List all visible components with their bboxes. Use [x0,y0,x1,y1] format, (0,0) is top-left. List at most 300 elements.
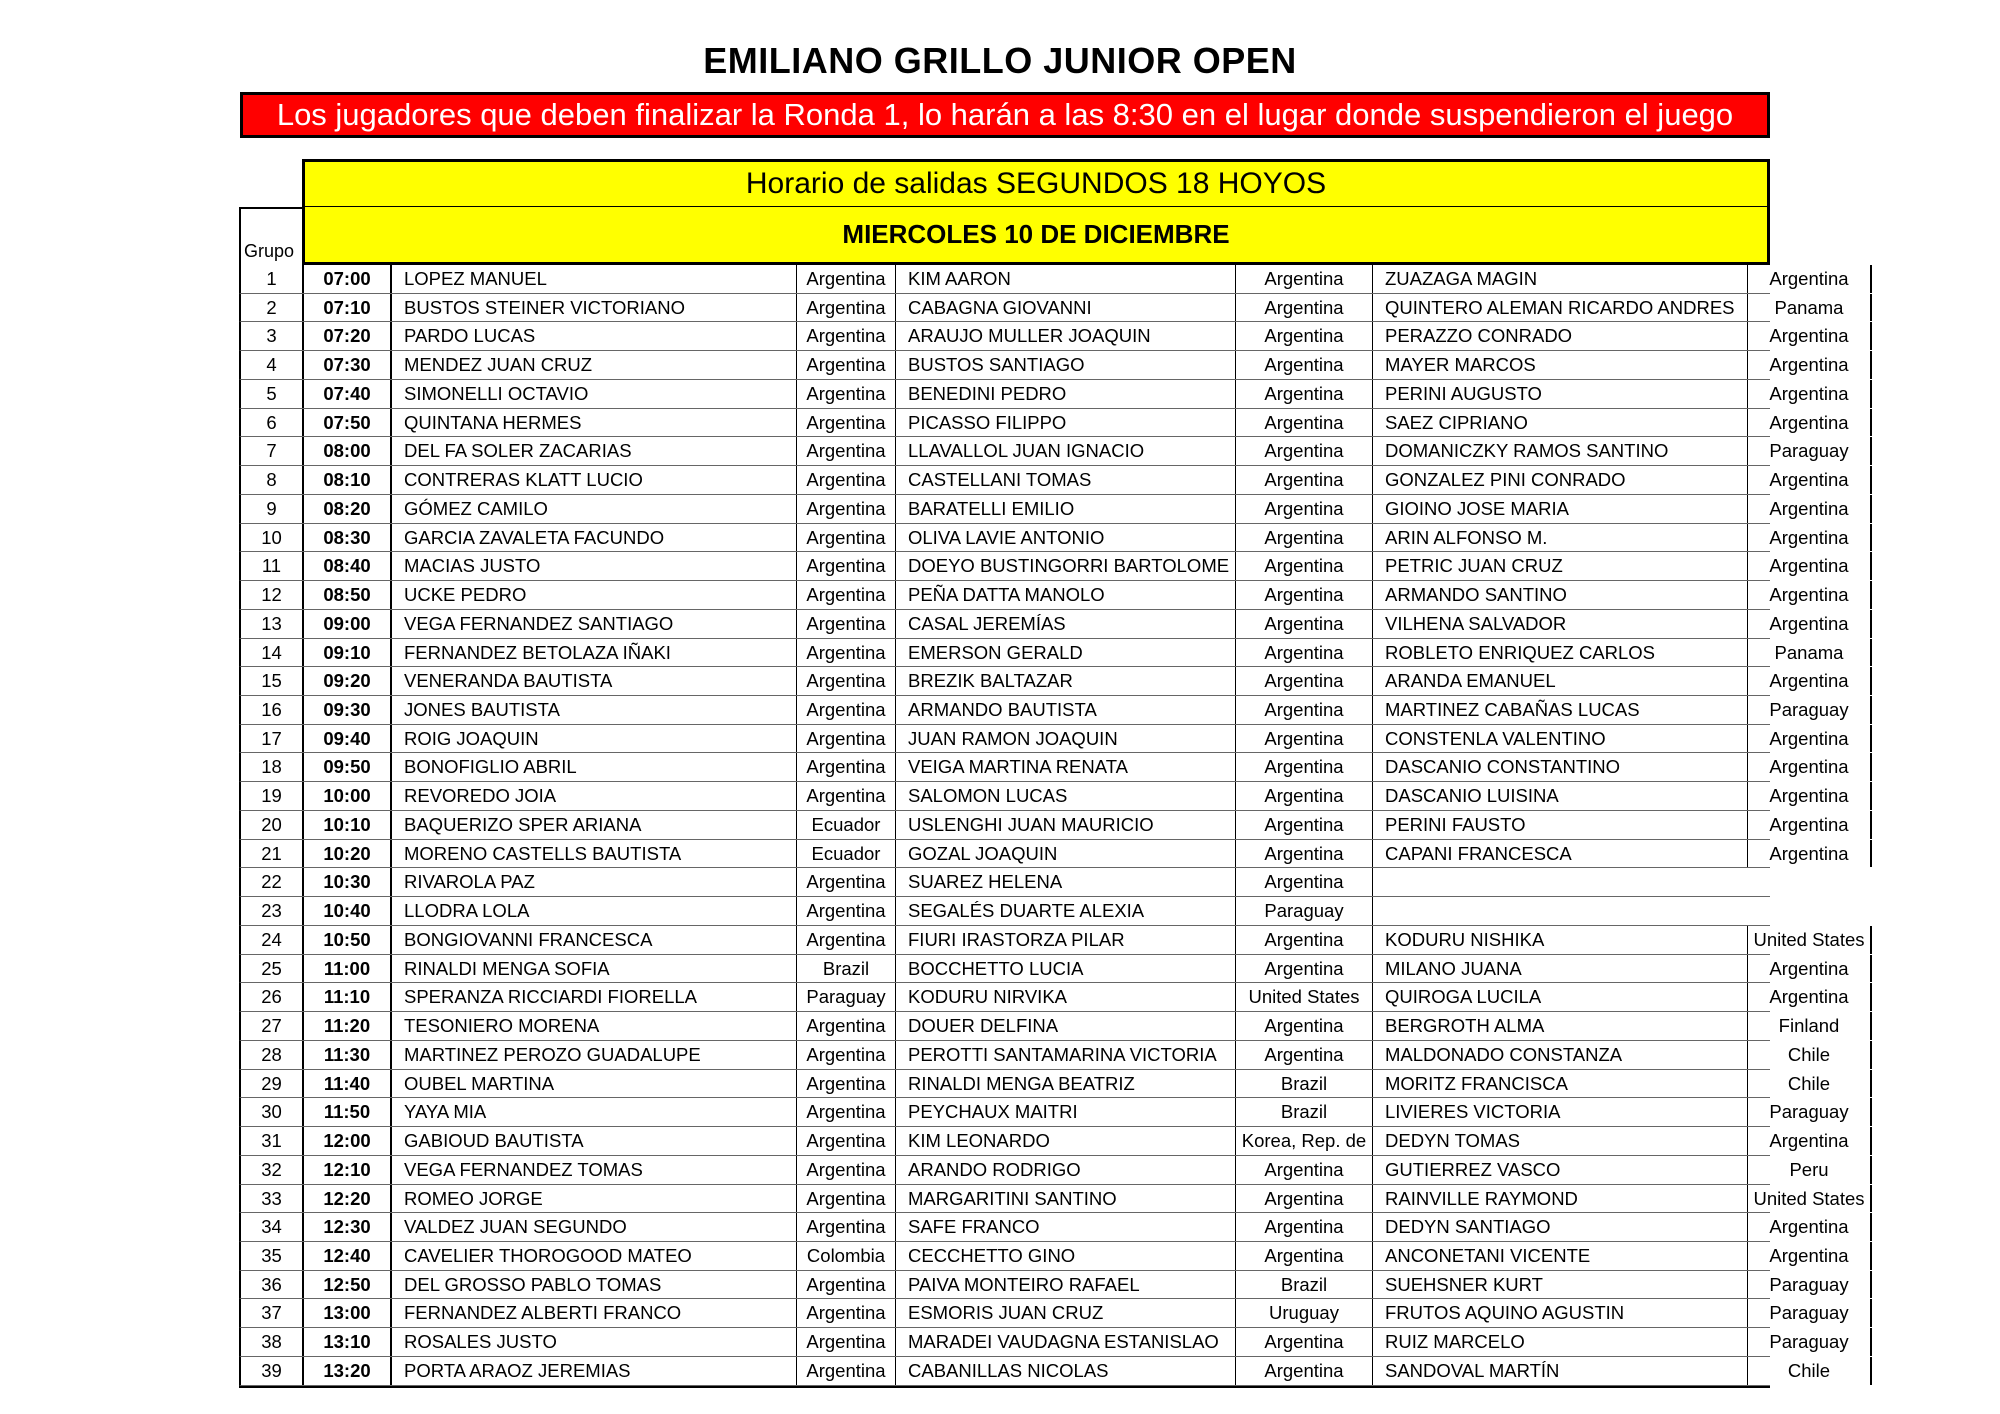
group-number: 11 [241,552,304,580]
date-header: MIERCOLES 10 DE DICIEMBRE [302,207,1770,265]
player-2-country: Argentina [1236,1328,1373,1356]
player-1-country: Colombia [797,1242,896,1270]
player-2-country: Argentina [1236,524,1373,552]
player-2-name: PAIVA MONTEIRO RAFAEL [896,1271,1236,1299]
tee-time: 11:40 [304,1070,392,1098]
player-3-name: ARMANDO SANTINO [1373,581,1748,609]
player-2-country: Paraguay [1236,897,1373,925]
player-1-country: Ecuador [797,840,896,868]
player-1-name: BAQUERIZO SPER ARIANA [392,811,797,839]
group-number: 29 [241,1070,304,1098]
player-2-name: OLIVA LAVIE ANTONIO [896,524,1236,552]
table-row [239,1012,1840,1041]
player-2-name: DOEYO BUSTINGORRI BARTOLOME [896,552,1236,580]
player-3-country: Paraguay [1748,1299,1872,1327]
table-row [239,581,1849,610]
tee-time: 10:20 [304,840,392,868]
table-row [239,811,1849,840]
tee-time: 09:50 [304,753,392,781]
player-3-country: United States [1748,1185,1872,1213]
group-number: 6 [241,409,304,437]
player-2-country: Brazil [1236,1271,1373,1299]
player-3-name: DEDYN SANTIAGO [1373,1213,1748,1241]
player-1-country: Argentina [797,351,896,379]
player-1-name: BONGIOVANNI FRANCESCA [392,926,797,954]
player-3-country: Paraguay [1748,696,1872,724]
player-1-name: VEGA FERNANDEZ SANTIAGO [392,610,797,638]
player-1-name: LOPEZ MANUEL [392,265,797,293]
player-3-name: LIVIERES VICTORIA [1373,1098,1748,1126]
group-number: 20 [241,811,304,839]
player-1-name: REVOREDO JOIA [392,782,797,810]
tee-time: 13:10 [304,1328,392,1356]
player-1-country: Argentina [797,524,896,552]
player-1-name: MARTINEZ PEROZO GUADALUPE [392,1041,797,1069]
player-3-name: RUIZ MARCELO [1373,1328,1748,1356]
player-2-name: ESMORIS JUAN CRUZ [896,1299,1236,1327]
player-3-country: Panama [1748,294,1872,322]
player-2-country: Argentina [1236,955,1373,983]
player-2-name: BREZIK BALTAZAR [896,667,1236,695]
player-3-name: ROBLETO ENRIQUEZ CARLOS [1373,639,1748,667]
tee-time: 09:00 [304,610,392,638]
player-3-country: Paraguay [1748,1328,1872,1356]
player-3-name: MARTINEZ CABAÑAS LUCAS [1373,696,1748,724]
player-2-name: SAFE FRANCO [896,1213,1236,1241]
player-3-name: PERINI FAUSTO [1373,811,1748,839]
player-2-name: CASAL JEREMÍAS [896,610,1236,638]
player-2-country: Argentina [1236,1012,1373,1040]
player-1-name: RIVAROLA PAZ [392,868,797,896]
player-3-name: CAPANI FRANCESCA [1373,840,1748,868]
player-2-country: Argentina [1236,1041,1373,1069]
player-2-name: PEROTTI SANTAMARINA VICTORIA [896,1041,1236,1069]
player-1-country: Ecuador [797,811,896,839]
player-1-country: Argentina [797,294,896,322]
player-3-name: KODURU NISHIKA [1373,926,1748,954]
tee-time: 07:20 [304,322,392,350]
group-number: 23 [241,897,304,925]
table-row [239,1127,1849,1156]
tee-time: 07:50 [304,409,392,437]
table-row [239,1213,1849,1242]
table-row [239,351,1849,380]
player-2-name: CABANILLAS NICOLAS [896,1357,1236,1385]
player-3-country: Argentina [1748,495,1872,523]
player-1-country: Argentina [797,466,896,494]
player-1-name: OUBEL MARTINA [392,1070,797,1098]
player-3-country: United States [1748,926,1872,954]
player-3-name: CONSTENLA VALENTINO [1373,725,1748,753]
player-2-name: PEYCHAUX MAITRI [896,1098,1236,1126]
player-2-country: Argentina [1236,265,1373,293]
player-2-country: Argentina [1236,1185,1373,1213]
tee-time: 11:00 [304,955,392,983]
tee-time: 13:20 [304,1357,392,1385]
group-number: 35 [241,1242,304,1270]
player-1-name: RINALDI MENGA SOFIA [392,955,797,983]
player-2-country: Argentina [1236,466,1373,494]
player-3-name: SANDOVAL MARTÍN [1373,1357,1748,1385]
player-3-country: Argentina [1748,380,1872,408]
group-number: 3 [241,322,304,350]
player-2-name: EMERSON GERALD [896,639,1236,667]
grupo-header-cell [239,207,302,265]
player-1-country: Argentina [797,610,896,638]
table-row [239,322,1849,351]
player-1-country: Argentina [797,380,896,408]
group-number: 19 [241,782,304,810]
player-2-name: SALOMON LUCAS [896,782,1236,810]
tee-time: 12:20 [304,1185,392,1213]
player-3-country: Argentina [1748,811,1872,839]
notice-banner: Los jugadores que deben finalizar la Ronda 1, lo harán a las 8:30 en el lugar donde suspendieron el juego [240,92,1770,138]
player-2-name: USLENGHI JUAN MAURICIO [896,811,1236,839]
tee-time: 11:30 [304,1041,392,1069]
tee-time: 08:40 [304,552,392,580]
player-1-country: Brazil [797,955,896,983]
player-3-name [1373,897,1748,925]
player-3-country: Argentina [1748,351,1872,379]
player-2-name: ARANDO RODRIGO [896,1156,1236,1184]
tee-time: 09:40 [304,725,392,753]
tee-time: 07:30 [304,351,392,379]
table-row [239,610,1849,639]
schedule-header: Horario de salidas SEGUNDOS 18 HOYOS [302,159,1770,209]
grupo-label: Grupo [244,241,295,261]
group-number: 4 [241,351,304,379]
player-1-country: Argentina [797,1156,896,1184]
tee-time: 07:10 [304,294,392,322]
player-1-country: Argentina [797,495,896,523]
group-number: 12 [241,581,304,609]
tee-time: 12:10 [304,1156,392,1184]
player-1-country: Argentina [797,1185,896,1213]
player-2-country: Argentina [1236,639,1373,667]
table-row [239,380,1849,409]
player-3-country: Chile [1748,1357,1872,1385]
player-1-country: Argentina [797,753,896,781]
group-number: 25 [241,955,304,983]
player-3-country: Paraguay [1748,1271,1872,1299]
table-row [239,1242,1849,1271]
tee-time: 13:00 [304,1299,392,1327]
player-2-country: Argentina [1236,926,1373,954]
group-number: 5 [241,380,304,408]
player-3-name: BERGROTH ALMA [1373,1012,1748,1040]
player-3-country: Panama [1748,639,1872,667]
player-1-name: ROMEO JORGE [392,1185,797,1213]
player-1-name: YAYA MIA [392,1098,797,1126]
player-3-country: Argentina [1748,581,1872,609]
player-1-name: MENDEZ JUAN CRUZ [392,351,797,379]
player-2-name: ARMANDO BAUTISTA [896,696,1236,724]
tee-time: 08:00 [304,437,392,465]
group-number: 39 [241,1357,304,1385]
player-1-country: Argentina [797,1070,896,1098]
player-1-country: Argentina [797,1213,896,1241]
player-1-country: Argentina [797,639,896,667]
table-row [239,753,1849,782]
player-1-name: CAVELIER THOROGOOD MATEO [392,1242,797,1270]
player-3-name: QUIROGA LUCILA [1373,983,1748,1011]
player-1-name: TESONIERO MORENA [392,1012,797,1040]
player-2-name: JUAN RAMON JOAQUIN [896,725,1236,753]
player-3-country: Paraguay [1748,437,1872,465]
player-2-name: KODURU NIRVIKA [896,983,1236,1011]
player-3-name: DASCANIO LUISINA [1373,782,1748,810]
table-row [239,1156,1829,1185]
group-number: 24 [241,926,304,954]
player-2-country: Brazil [1236,1098,1373,1126]
player-1-name: VENERANDA BAUTISTA [392,667,797,695]
player-3-country: Paraguay [1748,1098,1872,1126]
player-3-name: DOMANICZKY RAMOS SANTINO [1373,437,1748,465]
table-row [239,840,1849,869]
player-3-country: Argentina [1748,667,1872,695]
table-row [239,1070,1831,1099]
player-2-country: Argentina [1236,552,1373,580]
table-row [239,524,1849,553]
player-2-name: VEIGA MARTINA RENATA [896,753,1236,781]
player-2-country: Argentina [1236,696,1373,724]
player-2-name: FIURI IRASTORZA PILAR [896,926,1236,954]
player-1-country: Argentina [797,1127,896,1155]
player-3-name: RAINVILLE RAYMOND [1373,1185,1748,1213]
player-1-name: SPERANZA RICCIARDI FIORELLA [392,983,797,1011]
player-3-name: MORITZ FRANCISCA [1373,1070,1748,1098]
group-number: 28 [241,1041,304,1069]
player-1-country: Argentina [797,581,896,609]
player-2-name: CASTELLANI TOMAS [896,466,1236,494]
group-number: 30 [241,1098,304,1126]
table-row [239,868,1770,897]
player-2-country: Argentina [1236,868,1373,896]
player-1-name: GABIOUD BAUTISTA [392,1127,797,1155]
player-1-country: Argentina [797,1098,896,1126]
player-1-name: PORTA ARAOZ JEREMIAS [392,1357,797,1385]
player-1-country: Argentina [797,725,896,753]
player-3-country: Argentina [1748,1242,1872,1270]
player-2-name: KIM LEONARDO [896,1127,1236,1155]
table-row [239,466,1849,495]
group-number: 34 [241,1213,304,1241]
table-row [239,409,1849,438]
player-3-country: Argentina [1748,409,1872,437]
table-row [239,639,1844,668]
player-1-name: DEL GROSSO PABLO TOMAS [392,1271,797,1299]
player-2-name: BUSTOS SANTIAGO [896,351,1236,379]
player-1-name: MACIAS JUSTO [392,552,797,580]
player-1-name: JONES BAUTISTA [392,696,797,724]
player-3-country: Argentina [1748,753,1872,781]
tee-time: 11:20 [304,1012,392,1040]
player-3-country: Argentina [1748,983,1872,1011]
player-2-name: SUAREZ HELENA [896,868,1236,896]
player-1-name: BONOFIGLIO ABRIL [392,753,797,781]
player-2-country: Argentina [1236,351,1373,379]
player-2-country: Argentina [1236,667,1373,695]
player-2-country: Argentina [1236,581,1373,609]
tee-time: 12:30 [304,1213,392,1241]
player-1-country: Argentina [797,265,896,293]
player-1-country: Argentina [797,1357,896,1385]
table-row [239,552,1849,581]
tee-time: 12:00 [304,1127,392,1155]
player-2-country: Argentina [1236,1156,1373,1184]
table-row [239,983,1849,1012]
group-number: 31 [241,1127,304,1155]
player-2-country: Argentina [1236,610,1373,638]
player-2-name: MARGARITINI SANTINO [896,1185,1236,1213]
player-3-name: MALDONADO CONSTANZA [1373,1041,1748,1069]
player-3-name: ZUAZAGA MAGIN [1373,265,1748,293]
player-3-country [1748,868,1872,896]
player-2-country: Argentina [1236,1242,1373,1270]
player-3-name: DEDYN TOMAS [1373,1127,1748,1155]
player-1-country: Argentina [797,409,896,437]
player-1-name: SIMONELLI OCTAVIO [392,380,797,408]
tee-time: 12:40 [304,1242,392,1270]
player-2-name: LLAVALLOL JUAN IGNACIO [896,437,1236,465]
table-row [239,495,1849,524]
player-1-country: Argentina [797,437,896,465]
group-number: 1 [241,265,304,293]
player-3-name: SUEHSNER KURT [1373,1271,1748,1299]
group-number: 37 [241,1299,304,1327]
table-row [239,696,1849,725]
table-row [239,926,1865,955]
player-2-country: Korea, Rep. de [1236,1127,1373,1155]
player-2-country: Argentina [1236,725,1373,753]
player-2-country: Argentina [1236,840,1373,868]
player-1-country: Argentina [797,1299,896,1327]
group-number: 36 [241,1271,304,1299]
player-2-country: Argentina [1236,380,1373,408]
player-2-name: SEGALÉS DUARTE ALEXIA [896,897,1236,925]
table-row [239,725,1849,754]
player-3-name: GUTIERREZ VASCO [1373,1156,1748,1184]
group-number: 10 [241,524,304,552]
group-number: 14 [241,639,304,667]
group-number: 2 [241,294,304,322]
player-2-name: GOZAL JOAQUIN [896,840,1236,868]
player-3-country: Argentina [1748,1127,1872,1155]
player-3-name: ANCONETANI VICENTE [1373,1242,1748,1270]
group-number: 27 [241,1012,304,1040]
table-row [239,782,1849,811]
player-2-name: CECCHETTO GINO [896,1242,1236,1270]
group-number: 21 [241,840,304,868]
group-number: 26 [241,983,304,1011]
player-1-name: CONTRERAS KLATT LUCIO [392,466,797,494]
player-2-country: Uruguay [1236,1299,1373,1327]
player-1-name: FERNANDEZ BETOLAZA IÑAKI [392,639,797,667]
player-2-name: BENEDINI PEDRO [896,380,1236,408]
tee-time: 08:20 [304,495,392,523]
player-2-name: BOCCHETTO LUCIA [896,955,1236,983]
player-2-name: ARAUJO MULLER JOAQUIN [896,322,1236,350]
tee-time: 07:40 [304,380,392,408]
group-number: 32 [241,1156,304,1184]
tee-time: 10:30 [304,868,392,896]
player-1-name: VEGA FERNANDEZ TOMAS [392,1156,797,1184]
player-2-country: Argentina [1236,437,1373,465]
player-2-country: Argentina [1236,1357,1373,1385]
player-2-name: PICASSO FILIPPO [896,409,1236,437]
table-row [239,1299,1849,1328]
table-row [239,1098,1849,1127]
tee-time: 10:10 [304,811,392,839]
player-3-country: Argentina [1748,725,1872,753]
tee-time: 09:30 [304,696,392,724]
player-3-country [1748,897,1872,925]
player-1-country: Argentina [797,696,896,724]
table-row [239,437,1849,466]
player-2-name: PEÑA DATTA MANOLO [896,581,1236,609]
player-1-country: Argentina [797,667,896,695]
player-2-country: Argentina [1236,294,1373,322]
tee-time: 10:00 [304,782,392,810]
player-3-country: Argentina [1748,610,1872,638]
player-3-name: PERINI AUGUSTO [1373,380,1748,408]
player-1-country: Argentina [797,1271,896,1299]
player-3-name: PERAZZO CONRADO [1373,322,1748,350]
tee-time: 10:50 [304,926,392,954]
tee-time: 08:10 [304,466,392,494]
table-row [239,1271,1849,1300]
player-3-name: MAYER MARCOS [1373,351,1748,379]
player-3-name: PETRIC JUAN CRUZ [1373,552,1748,580]
player-1-name: DEL FA SOLER ZACARIAS [392,437,797,465]
player-3-country: Argentina [1748,840,1872,868]
table-row [239,1041,1831,1070]
player-2-country: Argentina [1236,1213,1373,1241]
tee-time: 09:10 [304,639,392,667]
player-1-country: Paraguay [797,983,896,1011]
tee-time: 08:30 [304,524,392,552]
player-3-country: Chile [1748,1070,1872,1098]
group-number: 33 [241,1185,304,1213]
table-row [239,955,1849,984]
player-3-name: GONZALEZ PINI CONRADO [1373,466,1748,494]
table-row [239,1328,1849,1357]
player-3-name: FRUTOS AQUINO AGUSTIN [1373,1299,1748,1327]
player-2-name: DOUER DELFINA [896,1012,1236,1040]
player-1-country: Argentina [797,868,896,896]
group-number: 7 [241,437,304,465]
player-3-name: QUINTERO ALEMAN RICARDO ANDRES [1373,294,1748,322]
group-number: 38 [241,1328,304,1356]
player-2-name: BARATELLI EMILIO [896,495,1236,523]
table-row [239,897,1770,926]
group-number: 22 [241,868,304,896]
player-3-country: Chile [1748,1041,1872,1069]
player-3-country: Finland [1748,1012,1872,1040]
player-2-name: CABAGNA GIOVANNI [896,294,1236,322]
table-row [239,294,1844,323]
player-1-name: GÓMEZ CAMILO [392,495,797,523]
player-3-name: ARIN ALFONSO M. [1373,524,1748,552]
player-3-name: GIOINO JOSE MARIA [1373,495,1748,523]
player-3-country: Argentina [1748,552,1872,580]
player-3-country: Argentina [1748,322,1872,350]
player-1-name: GARCIA ZAVALETA FACUNDO [392,524,797,552]
tee-time: 12:50 [304,1271,392,1299]
document-title: EMILIANO GRILLO JUNIOR OPEN [703,40,1297,81]
player-1-name: LLODRA LOLA [392,897,797,925]
player-2-name: MARADEI VAUDAGNA ESTANISLAO [896,1328,1236,1356]
